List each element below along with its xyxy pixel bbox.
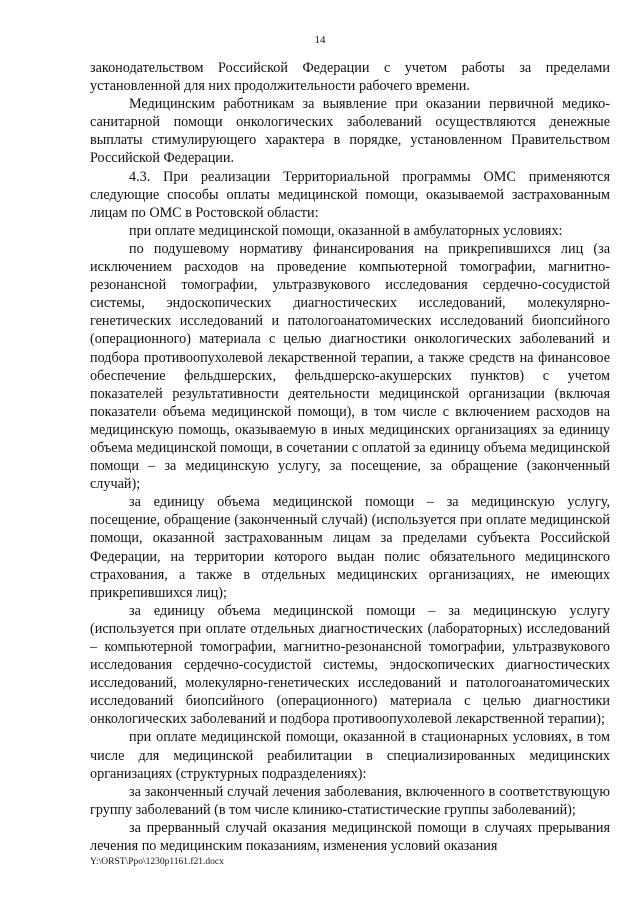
paragraph: по подушевому нормативу финансирования на прикрепившихся лиц (за исключением расходов на проведение компьютерной томографии, магнитно-резонансной томографии, ультразвукового исследования сердечно-сосудистой системы, эндоскопических диагностических исследований, молекулярно-генетических исследований и патологоанатомических исследований биопсийного (операционного) материала с целью диагностики онкологических заболеваний и подбора противоопухолевой лекарственной терапии, а также средств на финансовое обеспечение фельдшерских, фельдшерско-акушерских пунктов) с учетом показателей результативности деятельности медицинской организации (включая показатели объема медицинской помощи), в том числе с включением расходов на медицинскую помощь, оказываемую в иных медицинских организациях за единицу объема медицинской помощи, в сочетании с оплатой за единицу объема медицинской помощи – за медицинскую услугу, за посещение, за обращение (законченный случай);: [90, 240, 610, 493]
page-number: 14: [314, 34, 326, 46]
paragraph: за единицу объема медицинской помощи – за медицинскую услугу (используется при оплате отдельных диагностических (лабораторных) исследований – компьютерной томографии, магнитно-резонансной томографии, ультразвукового исследования сердечно-сосудистой системы, эндоскопических диагностических исследований, молекулярно-генетических исследований и патологоанатомических исследований биопсийного (операционного) материала с целью диагностики онкологических заболеваний и подбора противоопухолевой лекарственной терапии);: [90, 602, 610, 728]
document-body: [90, 59, 610, 855]
paragraph: за прерванный случай оказания медицинской помощи в случаях прерывания лечения по медицинским показаниям, изменения условий оказания: [90, 819, 610, 855]
paragraph: 4.3. При реализации Территориальной программы ОМС применяются следующие способы оплаты медицинской помощи, оказываемой застрахованным лицам по ОМС в Ростовской области:: [90, 168, 610, 221]
paragraph: при оплате медицинской помощи, оказанной в стационарных условиях, в том числе для медицинской реабилитации в специализированных медицинских организациях (структурных подразделениях):: [90, 729, 610, 782]
paragraph: за законченный случай лечения заболевания, включенного в соответствующую группу заболеваний (в том числе клинико-статистические группы заболеваний);: [90, 783, 610, 818]
footer-file-path: Y:\ORST\Ppo\1230p1161.f21.docx: [90, 857, 224, 867]
paragraph: законодательством Российской Федерации с учетом работы за пределами установленной для них продолжительности рабочего времени.: [90, 60, 610, 95]
paragraph: за единицу объема медицинской помощи – за медицинскую услугу, посещение, обращение (законченный случай) (используется при оплате медицинской помощи, оказанной застрахованным лицам за пределами субъекта Российской Федерации, на территории которого выдан полис обязательного медицинского страхования, а также в отдельных медицинских организациях, не имеющих прикрепившихся лиц);: [90, 494, 610, 601]
paragraph: при оплате медицинской помощи, оказанной в амбулаторных условиях:: [129, 222, 563, 239]
paragraph: Медицинским работникам за выявление при оказании первичной медико-санитарной помощи онкологических заболеваний осуществляются денежные выплаты стимулирующего характера в порядке, установленном Правительством Российской Федерации.: [90, 96, 610, 167]
